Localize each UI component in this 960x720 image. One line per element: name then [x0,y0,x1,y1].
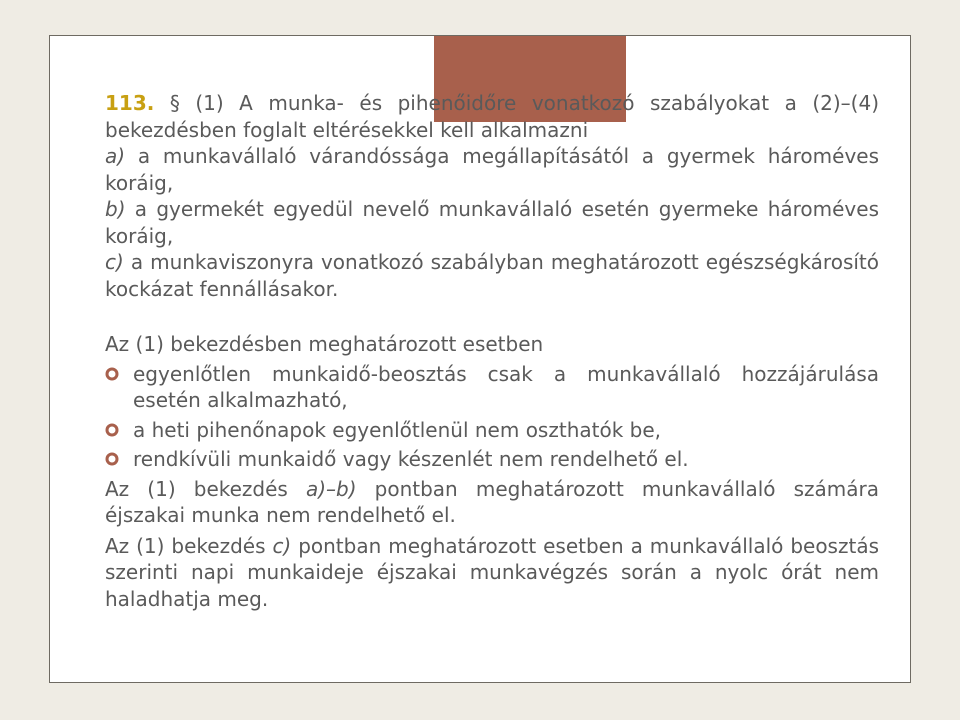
slide-content [105,90,879,612]
bullet-text: rendkívüli munkaidő vagy készenlét nem rendelhető el. [133,447,689,471]
rule-ab-before: Az (1) bekezdés [105,476,306,501]
item-b [105,196,879,249]
case-intro: Az (1) bekezdésben meghatározott esetben [105,332,544,356]
bullet-list [105,361,879,473]
item-a-label: a) [105,144,126,168]
rule-ab-ref: a)–b) [305,476,357,501]
bullet-item [105,361,879,414]
rule-c-after: pontban meghatározott esetben a munkavállaló beosztás szerinti napi munkaideje éjszakai munkavégzés során a nyolc órát nem haladhatja meg. [105,533,879,611]
section-intro-text: § (1) A munka- és pihenőidőre vonatkozó szabályokat a (2)–(4) bekezdésben foglalt eltérésekkel kell alkalmazni [105,91,879,142]
rule-c-before: Az (1) bekezdés [105,533,273,558]
item-b-label: b) [105,197,126,221]
bullet-text: egyenlőtlen munkaidő-beosztás csak a munkavállaló hozzájárulása esetén alkalmazható, [133,361,879,412]
bullet-item [105,417,879,444]
circle-bullet-icon [105,452,119,466]
circle-bullet-icon [105,367,119,381]
rule-c [105,533,879,613]
bullet-text: a heti pihenőnapok egyenlőtlenül nem oszthatók be, [133,417,661,442]
rule-c-ref: c) [272,533,292,558]
item-a [105,143,879,196]
spacer [105,302,879,331]
item-b-text: a gyermekét egyedül nevelő munkavállaló esetén gyermeke hároméves koráig, [105,197,879,248]
item-c [105,249,879,302]
rule-ab-after: pontban meghatározott munkavállaló számára éjszakai munka nem rendelhető el. [105,476,879,527]
item-c-label: c) [105,250,124,274]
circle-bullet-icon [105,423,119,437]
section-number: 113. [105,91,155,115]
section-intro [105,90,879,143]
bullet-item [105,446,879,473]
rule-ab [105,476,879,529]
item-c-text: a munkaviszonyra vonatkozó szabályban meghatározott egészségkárosító kockázat fennállásakor. [105,250,879,301]
item-a-text: a munkavállaló várandóssága megállapításától a gyermek hároméves koráig, [105,144,880,195]
